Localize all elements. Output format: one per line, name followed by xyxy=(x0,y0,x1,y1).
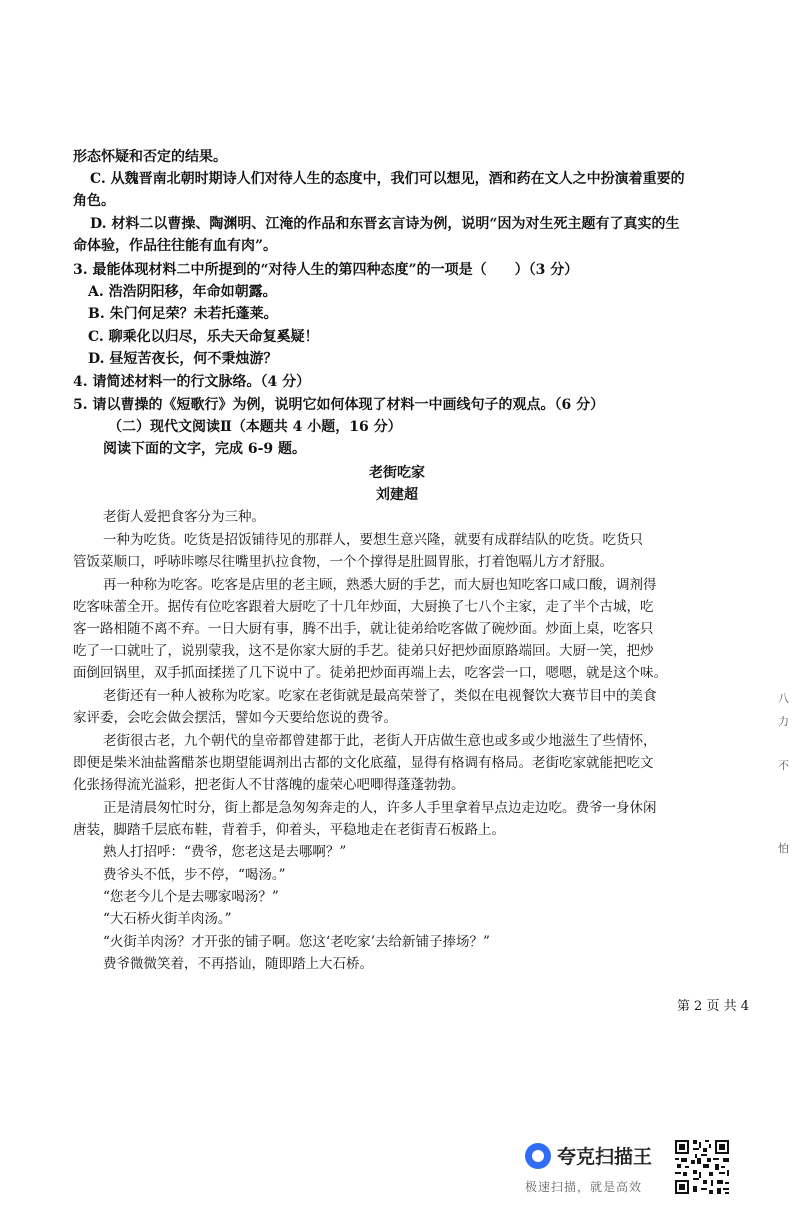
text-line: 形态怀疑和否定的结果。 xyxy=(73,149,227,165)
page-footer: 第 2 页 共 4 xyxy=(676,999,749,1014)
paragraph-line: 客一路相随不离不弃。一日大厨有事，腾不出手，就让徒弟给吃客做了碗炒面。炒面上桌，吃客只 xyxy=(73,621,654,637)
text-line: 命体验，作品往往能有血有肉”。 xyxy=(73,238,278,254)
watermark-brand: 夸克扫描王 xyxy=(557,1146,653,1168)
paragraph-line: 费爷头不低，步不停，“喝汤。” xyxy=(103,867,286,883)
paragraph-line: 吃了一口就吐了，说别蒙我，这不是你家大厨的手艺。徒弟只好把炒面原路端回。大厨一笑，把炒 xyxy=(73,643,654,659)
quark-logo-icon xyxy=(525,1143,551,1169)
question-3-option-a: A. 浩浩阴阳移，年命如朝露。 xyxy=(88,284,277,300)
edge-mark: 怕 xyxy=(778,842,789,855)
paragraph-line: 老街还有一种人被称为吃家。吃家在老街就是最高荣誉了，类似在电视餐饮大赛节目中的美食 xyxy=(103,688,657,704)
paragraph-line: 唐装，脚踏千层底布鞋，背着手，仰着头，平稳地走在老街青石板路上。 xyxy=(73,822,505,838)
paragraph-line: 正是清晨匆忙时分，街上都是急匆匆奔走的人，许多人手里拿着早点边走边吃。费爷一身休闲 xyxy=(103,800,657,816)
paragraph-line: 老街很古老，九个朝代的皇帝都曾建都于此，老街人开店做生意也或多或少地滋生了些情怀， xyxy=(103,733,657,749)
edge-mark: 力 xyxy=(778,715,789,728)
question-3: 3. 最能体现材料二中所提到的“对待人生的第四种态度”的一项是（ ）（3 分） xyxy=(73,262,579,278)
question-3-option-c: C. 聊乘化以归尽，乐夫天命复奚疑！ xyxy=(88,329,319,345)
paragraph-line: 吃客味蕾全开。据传有位吃客跟着大厨吃了十几年炒面，大厨换了七八个主家，走了半个古城，吃 xyxy=(73,599,654,615)
question-3-option-b: B. 朱门何足荣？未若托蓬莱。 xyxy=(88,306,278,322)
paragraph-line: “您老今儿个是去哪家喝汤？” xyxy=(103,889,279,905)
paragraph-line: 化张扬得流光溢彩，把老街人不甘落魄的虚荣心吧唧得蓬蓬勃勃。 xyxy=(73,777,465,793)
paragraph-line: 家评委，会吃会做会摆活，譬如今天要给您说的费爷。 xyxy=(73,710,397,726)
question-3-option-d: D. 昼短苦夜长，何不秉烛游？ xyxy=(88,351,278,367)
text-line: 角色。 xyxy=(73,193,115,209)
paragraph-line: 管饭菜顺口，呼哧咔嚓尽往嘴里扒拉食物，一个个撑得是肚圆胃胀，打着饱嗝儿方才舒服。 xyxy=(73,554,613,570)
paragraph-line: “大石桥火街羊肉汤。” xyxy=(103,911,232,927)
article-title: 老街吃家 xyxy=(369,465,425,481)
paragraph-line: “火街羊肉汤？才开张的铺子啊。您这‘老吃家’去给新铺子捧场？” xyxy=(103,934,490,950)
watermark-slogan: 极速扫描，就是高效 xyxy=(525,1180,643,1194)
paragraph-line: 即便是柴米油盐酱醋茶也期望能调剂出古都的文化底蕴，显得有格调有格局。老街吃家就能把吃文 xyxy=(73,755,654,771)
paragraph-line: 老街人爱把食客分为三种。 xyxy=(103,509,265,525)
paragraph-line: 一种为吃货。吃货是招饭铺待见的那群人，要想生意兴隆，就要有成群结队的吃货。吃货只 xyxy=(103,532,643,548)
section-heading: （二）现代文阅读Ⅱ（本题共 4 小题，16 分） xyxy=(108,419,402,435)
paragraph-line: 面倒回锅里，双手抓面揉搓了几下说中了。徒弟把炒面再端上去，吃客尝一口，嗯嗯，就是这个味。 xyxy=(73,665,667,681)
paragraph-line: 熟人打招呼：“费爷，您老这是去哪啊？” xyxy=(103,844,347,860)
article-author: 刘建超 xyxy=(376,487,418,503)
qr-code-icon xyxy=(673,1138,731,1196)
edge-mark: 不 xyxy=(778,759,789,772)
question-5: 5. 请以曹操的《短歌行》为例，说明它如何体现了材料一中画线句子的观点。（6 分） xyxy=(73,397,605,413)
question-4: 4. 请简述材料一的行文脉络。（4 分） xyxy=(73,374,311,390)
paragraph-line: 费爷微微笑着，不再搭讪，随即踏上大石桥。 xyxy=(103,956,373,972)
scanner-watermark xyxy=(525,1138,750,1200)
instructions: 阅读下面的文字，完成 6-9 题。 xyxy=(103,441,307,457)
paragraph-line: 再一种称为吃客。吃客是店里的老主顾，熟悉大厨的手艺，而大厨也知吃客口咸口酸，调剂得 xyxy=(103,577,657,593)
option-c-text: C. 从魏晋南北朝时期诗人们对待人生的态度中，我们可以想见，酒和药在文人之中扮演着重要的 xyxy=(90,171,685,187)
option-d-text: D. 材料二以曹操、陶渊明、江淹的作品和东晋玄言诗为例，说明“因为对生死主题有了真实的生 xyxy=(90,216,680,232)
edge-mark: 八 xyxy=(778,692,789,705)
